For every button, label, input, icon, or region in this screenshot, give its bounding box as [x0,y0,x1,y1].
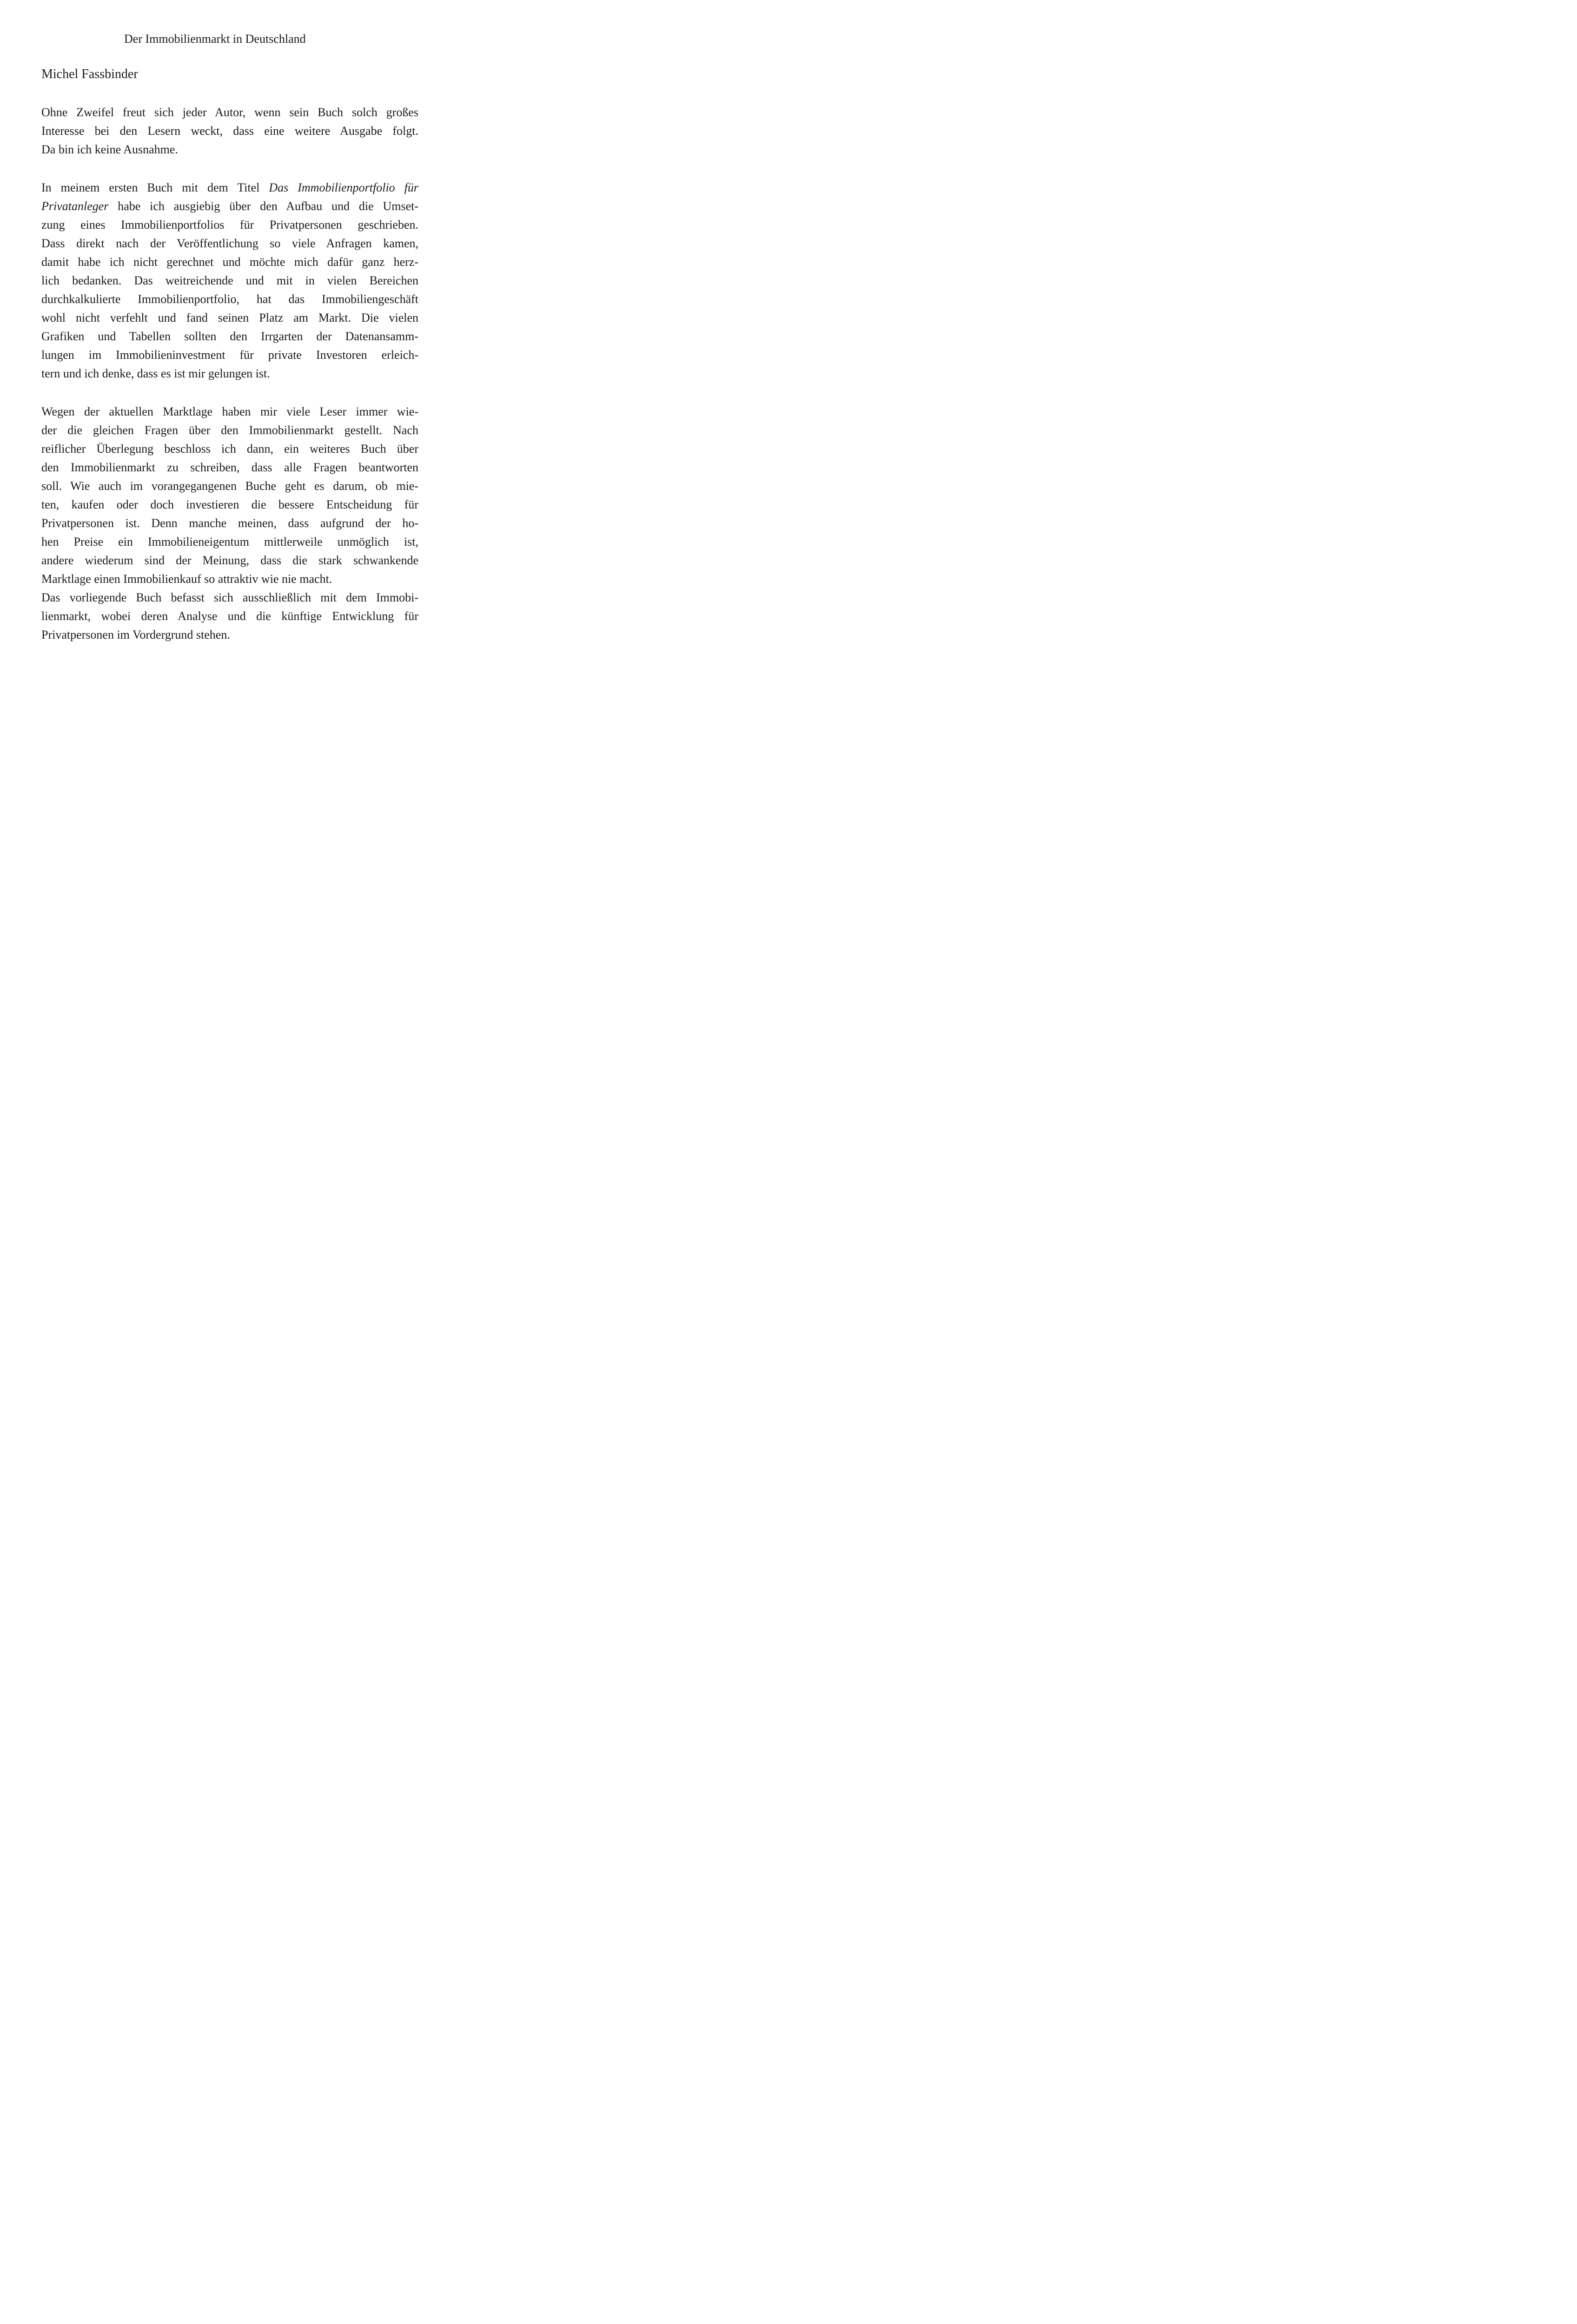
paragraph-book-scope [41,588,418,644]
paragraph-line: Marktlage einen Immobilienkauf so attraktiv wie nie macht. [41,572,332,586]
paragraph-line: damit habe ich nicht gerechnet und möchte mich dafür ganz herz- [41,255,418,269]
paragraph-line: lungen im Immobilieninvestment für private Investoren erleich- [41,348,418,362]
paragraph-line: soll. Wie auch im vorangegangenen Buche geht es darum, ob mie- [41,479,418,493]
paragraph-line: Das vorliegende Buch befasst sich ausschließlich mit dem Immobi- [41,591,418,604]
paragraph-line [41,197,418,216]
paragraph-line: Grafiken und Tabellen sollten den Irrgarten der Datenansamm- [41,330,418,343]
paragraph-line: Privatpersonen im Vordergrund stehen. [41,628,230,641]
paragraph-line: Dass direkt nach der Veröffentlichung so viele Anfragen kamen, [41,237,418,250]
paragraph-line: lienmarkt, wobei deren Analyse und die künftige Entwicklung für [41,609,418,623]
paragraph-line: ten, kaufen oder doch investieren die bessere Entscheidung für [41,498,418,511]
paragraph-line: Privatpersonen ist. Denn manche meinen, dass aufgrund der ho- [41,516,418,530]
paragraph-line: Da bin ich keine Ausnahme. [41,143,178,156]
paragraph-line: zung eines Immobilienportfolios für Privatpersonen geschrieben. [41,218,418,231]
paragraph-line: hen Preise ein Immobilieneigentum mittlerweile unmöglich ist, [41,535,418,548]
paragraph-line: den Immobilienmarkt zu schreiben, dass alle Fragen beantworten [41,461,418,474]
paragraph-line: Interesse bei den Lesern weckt, dass eine weitere Ausgabe folgt. [41,124,418,138]
paragraph-line: andere wiederum sind der Meinung, dass die stark schwankende [41,554,418,567]
paragraph-line: wohl nicht verfehlt und fand seinen Platz am Markt. Die vielen [41,311,418,324]
paragraph-line [41,178,418,197]
paragraph-line: der die gleichen Fragen über den Immobilienmarkt gestellt. Nach [41,423,418,437]
line-text: habe ich ausgiebig über den Aufbau und die Umset- [108,199,418,213]
paragraph-market-situation [41,403,418,588]
paragraph-line: tern und ich denke, dass es ist mir gelungen ist. [41,367,270,380]
paragraph-line: reiflicher Überlegung beschloss ich dann, ein weiteres Buch über [41,442,418,456]
paragraph-intro [41,103,418,159]
book-title-part-1: Das Immobilienportfolio für [269,181,419,194]
book-title-part-2: Privatanleger [41,199,109,213]
paragraph-line: Ohne Zweifel freut sich jeder Autor, wenn sein Buch solch großes [41,106,418,119]
paragraph-line: lich bedanken. Das weitreichende und mit in vielen Bereichen [41,274,418,287]
paragraph-first-book [41,178,418,383]
running-title: Der Immobilienmarkt in Deutschland [124,32,306,46]
book-page [0,0,484,719]
paragraph-line: Wegen der aktuellen Marktlage haben mir viele Leser immer wie- [41,405,418,418]
line-text: In meinem ersten Buch mit dem Titel [41,181,269,194]
paragraph-line: durchkalkulierte Immobilienportfolio, hat das Immobiliengeschäft [41,292,418,306]
author-name: Michel Fassbinder [41,67,138,81]
